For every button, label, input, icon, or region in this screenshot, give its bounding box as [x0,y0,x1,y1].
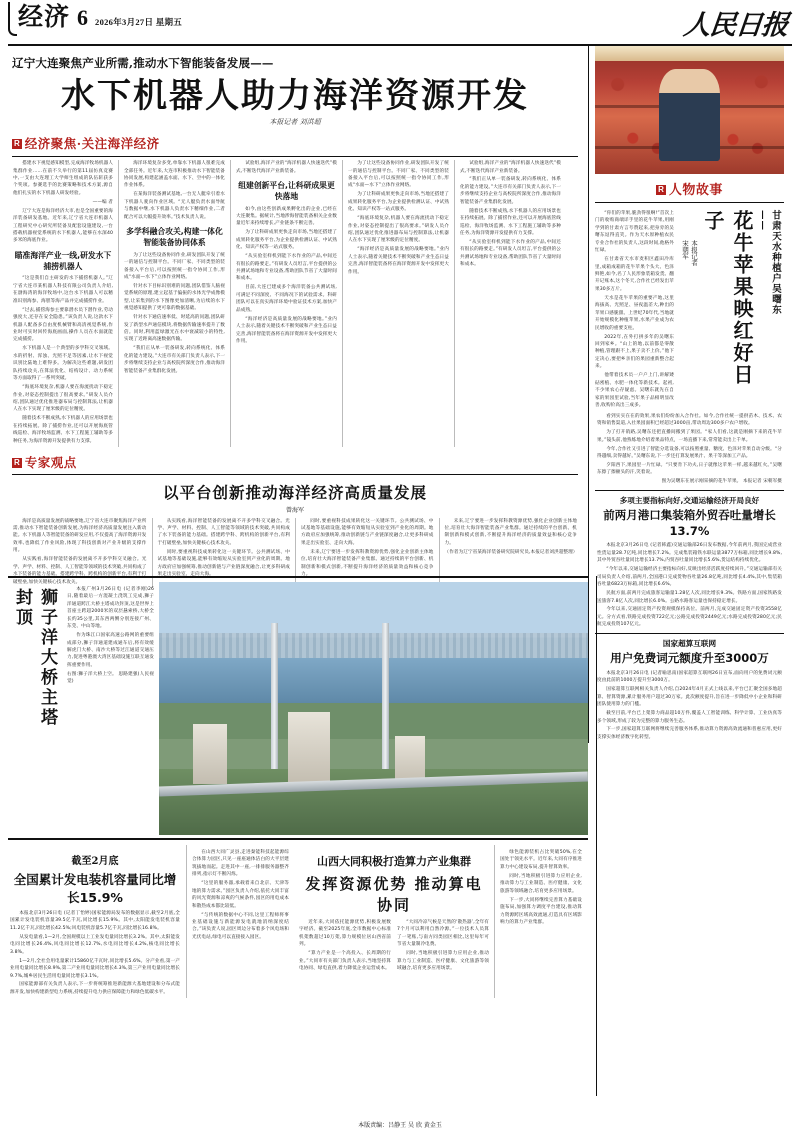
power-body [10,910,180,996]
paragraph: 海洋环境复杂多变,单靠水下机器人很难完成全部任务。近年来,大连市积极推动水下智能装备协同发展,构建起涵盖水面、水下、空中的一体化作业体系。 [124,161,225,189]
paragraph: 水下机器人是一个典型的多学科交叉领域。水的折射、浑浊、光照不足等因素,让水下视觉识别比陆地上难得多。为解决这些难题,研发团队持续攻关,在算法优化、结构设计、动力系统等方面取得了一系列突破。 [13,346,113,382]
paragraph: 同时,当地积极引进算力应用企业,推动算力与工业制造、医疗健康、文化旅游等领域融合,培育更多应用场景。 [500,873,582,894]
paragraph: “从实验室样机到能下水作业的产品,中间还有很长的路要走。”有研发人员坦言,平台提供的公共测试场地和专业设备,帮助团队节省了大量时间和成本。 [460,239,561,268]
lead-columns [8,160,582,447]
supercomputing-line2: 用户免费词元额度升至3000万 [610,651,769,666]
paragraph: 天水是花牛苹果的重要产地,这里海拔高、光照足、昼夜温差大,种出的苹果口感脆甜。上世纪70年代,当地就开始规模化种植苹果,水果产业成为农民增收的重要支柱。 [595,295,674,331]
paragraph: 搭建水下视觉感知模型,完成海洋牧场机器人集群作业……在前不久举行的第11届仿真竞赛中,一支由大连理工大学师生组成的队伍斩获多个奖项。参赛选手的比赛策略和技术方案,源自他们扎实的水下机器人研发经验。 [13,161,113,196]
photo-bridge-pylon [382,623,389,770]
bridge-block [8,576,588,840]
paragraph: 未来,辽宁要进一步发挥科教资源优势,强化企业创新主体地位,培育壮大海洋智能装备产业集群。通过持续的平台创新、机制创新和模式创新,不断提升海洋经济的质量效益和核心竞争力。 [444,518,577,546]
paragraph: 国家能源部有关负责人表示,下一步将统筹推进新能源大基地建设和分布式能源开发,加快构建新型电力系统,持续提升电力供应保障能力和绿色低碳水平。 [10,982,180,995]
paragraph: 夕阳西下,果园里一片忙碌。“只要肯下功夫,日子就像这苹果一样,越来越红火。”吴曙东擦了擦额头的汗,笑着说。 [597,463,782,476]
paragraph: 在甘肃省天水市麦积区鑫田冷库里,成箱成箱的花牛苹果个头大、色泽鲜艳,如今,名了人民形象装箱发货。翻开记账本,这个冬天,合作社已经发出苹果30多万斤。 [595,257,674,292]
lead-column-5 [454,160,566,447]
power-news [8,845,186,998]
lede-signature: ——编 者 [92,199,113,205]
lead-section-label: 经济聚焦·关注海洋经济 [24,136,160,152]
paragraph: “与传统的数据中心不同,这里工程师将事业基础设施与新能源发电就地消纳深度结合。”该负责人说,园区周边分布着多个风电场和光伏电站,绿电可以直接接入园区。 [192,912,289,940]
bridge-title-col [8,582,63,835]
lead-col1-body-2 [13,275,113,445]
paragraph: “海底环境复杂,机器人要在海流扰动下稳定作业,对姿态控制提出了很高要求。”研发人员介绍,团队通过优化推进器布局与控制算法,让机器人在水下实现了厘米级的定位精度。 [13,385,113,413]
paragraph: 针对水下通信速率低、时延高的问题,团队研发了新型水声通信模块,将数据传输速率提升了数倍。同时,利用蓝绿激光在水中衰减较小的特性,实现了近距离高速数据传输。 [124,315,225,343]
expert-credit: （作者为辽宁省某海洋装备研究院研究员,本报记者刘洪超整理） [444,549,578,555]
photo-water [159,658,588,704]
paragraph: 他带着技术员一户户上门,讲解矮砧密植、水肥一体化等新技术。起初,不少果农心存疑虑。吴曙东就先在自家的果园里试验,当年果子品相明显改善,收购价高出三成多。 [595,373,674,408]
paragraph: “从实验室样机到能下水作业的产品,中间还有很长的路要走。”有研发人员坦言,平台提供的公共测试场地和专业设备,帮助团队节省了大量时间和成本。 [236,254,337,282]
section-mark-icon: R [14,139,20,149]
shanxi-mid-body-a [299,919,391,973]
transport-body [595,542,784,628]
person-label-row [595,174,784,201]
paragraph: “海底环境复杂,机器人要在海流扰动下稳定作业,对姿态控制提出了很高要求。”研发人员介绍,团队通过优化推进器布局与控制算法,让机器人在水下实现了厘米级的定位精度。 [348,216,449,244]
person-photo-caption: 图为吴曙东在展示刚采摘的花牛苹果。 本报记者 宋朝军摄 [661,479,782,485]
paragraph: 本报北京3月26日电 (记者丁怡婷)国家能源局发布的数据显示,截至2月底,全国累计发电装机容量39.5亿千瓦,同比增长15.9%。其中,太阳能发电装机容量11.2亿千瓦,同比增长42.5%;风电装机容量5.7亿千瓦,同比增长16.8%。 [10,911,180,931]
paper-logo: 人民日报 [681,10,790,41]
paragraph: 民航方面,前两月完成旅客运输量1.28亿人次,同比增长9.3%。铁路方面,国家铁路发送旅客7.8亿人次,同比增长6.0%。公路水路客运量也保持稳定增长。 [597,591,782,604]
paragraph: “过去,捕捞海参主要靠潜水员下潜作业,劳动强度大,还存在安全隐患。”该负责人说,这款水下机器人配备多自由度机械臂和高清视觉系统,作业时可实时回传海底画面,操作人员在水面就能完成捕捞。 [13,307,113,343]
paragraph: 从发电量看,1—2月,全国规模以上工业发电量同比增长3.2%。其中,太阳能发电同比增长26.4%,风电同比增长12.7%,水电同比增长4.2%,核电同比增长3.8%。 [10,934,180,955]
paragraph: “我们正从单一装备研发,转向系统化、体系化的能力建设。”大连市有关部门负责人表示,下一步将继续支持企业与高校院所深度合作,推动海洋智能装备产业集群化发展。 [124,346,225,374]
rail-divider [596,576,597,1096]
person-vertical-title [595,206,784,411]
divider [8,576,588,578]
paragraph: “今年以来,交通运输经济主要指标向好,反映出经济活跃度持续回升。”交通运输部有关司局负责人介绍,前两月,全国港口完成货物吞吐量26.8亿吨,同比增长4.4%,其中,集装箱吞吐量6823万标箱,同比增长6.6%。 [597,567,782,588]
shanxi-right-col [494,845,586,998]
divider [12,156,578,157]
divider [12,474,578,475]
right-rail [588,46,784,743]
bridge-row [8,582,588,835]
paragraph: 今年以来,交通固定资产投资规模保持高位。前两月,完成交通固定资产投资3558亿元。分方式看,铁路完成投资722亿元;公路完成投资2449亿元;水路完成投资280亿元;民航完成投资107亿元。 [597,607,782,628]
expert-col4 [445,518,578,557]
paragraph: 近年来,大同依托能源优势,积极发展数字经济。截至2025年底,全市数据中心标准机架数超过10万架,算力规模位居山西省前列。 [299,920,391,948]
paragraph: 从实践看,海洋智能装备的发展离不开多学科交叉融合。光学、声学、材料、控制、人工智能等领域的技术突破,共同构成了水下装备的能力基础。搭建跨学科、跨机构的创新平台,有利于打破壁垒,加快关键核心技术攻关。 [157,518,290,546]
paragraph: 下一步,大同将继续完善算力基础设施布局,加强算力调度平台建设,推动算力资源跨区域高效流通,打造具有区域影响力的算力产业集群。 [500,897,582,925]
bridge-caption: 右图:狮子洋大桥上空。 思路建强(人民视觉) [67,671,154,685]
expert-author: 曾海军 [285,506,304,514]
section-mark-icon: R [658,185,664,194]
paragraph: 试验组,海洋产业的“海洋机器人快速迭代”模式,不断迭代海洋产业新装备。 [460,161,561,174]
shanxi-left-col [186,845,294,998]
paragraph: 截至目前,平台已上架算力商品超10万件,覆盖人工智能训练、科学计算、工业仿真等多个领域,形成了较为完整的算力服务生态。 [597,711,782,724]
paragraph: 目前,大连已建成多个海洋装备公共测试场,可满足不同深度、不同海况下的试验需求。科研团队可以在真实海洋环境中验证技术方案,加快产品成熟。 [236,285,337,313]
person-shoulder: 甘肃天水种植户吴曙东—— [757,210,781,315]
paragraph: 2022年,在外打拼多年的吴曙东回到家乡。“山上的地,以前都是零散种植,管理跟不上,果子卖不上价。”他下定决心,要把乡亲们的果园重新整合起来。 [595,334,674,370]
paragraph: 试验组,海洋产业的“海洋机器人快速迭代”模式,不断迭代海洋产业新装备。 [236,161,337,174]
lead-subhead-1: 瞄准海洋产业一线,研发水下捕捞机器人 [14,250,112,272]
paragraph: 为了让科研成果更快走向市场,当地还搭建了成果转化服务平台,为企业提供检测认证、中试熟化、知识产权等一站式服务。 [348,192,449,213]
power-shoulder: 截至2月底 [71,856,119,867]
supercomputing-body [595,670,784,741]
photo-person [659,69,719,161]
paragraph: 1—2月,全社会用电量累计15860亿千瓦时,同比增长5.6%。分产业看,第一产业用电量同比增长8.9%,第二产业用电量同比增长4.3%,第三产业用电量同比增长9.7%,城乡居民生活用电量同比增长3.1%。 [10,958,180,979]
paragraph: “这里的服务器,承载着来自北京、天津等地的算力需求。”园区负责人介绍,依托大同丰富的风光资源和凉爽的气候条件,园区的用电成本和散热成本都比较低。 [192,881,289,909]
paragraph: “算力产业是一个高投入、长周期的行业。”大同市有关部门负责人表示,当地坚持算电协同、绿电直供,着力降低企业运营成本。 [299,951,391,972]
section-mark-icon: R [14,457,20,467]
masthead [8,0,792,46]
lead-section-label-row [8,132,582,156]
paragraph: “这是我们自主研发的水下捕捞机器人。”辽宁省大连市某机器人科技有限公司负责人介绍,在渤海湾的海洋牧场中,这台水下机器人可以精准识别海参、海胆等海产品并完成捕捞作业。 [13,276,113,304]
paragraph: 国家超算互联网相关负责人介绍,自2024年4月正式上线以来,平台已汇聚全国多地超算、智算资源,累计服务用户超过30万家。此次额度提升,旨在进一步降低中小企业和科研团队使用算力的门槛。 [597,687,782,708]
paragraph: 本报北京3月26日电 (记者韩鑫)交通运输部26日发布数据,今年前两月,我国完成营业性货运量28.7亿吨,同比增长7.2%。完成集装箱铁水联运量3877万标箱,同比增长9.8%,其中外贸吞吐量同比增长13.7%,内贸吞吐量同比增长5.6%,货运结构持续优化。 [597,543,782,564]
divider [8,838,588,840]
shanxi-headline: 山西大同积极打造算力产业集群 [317,855,471,868]
section-name: 经济 [18,2,71,31]
paragraph: 为了让这些设备协同作业,研发团队开发了统一的通信与控制平台。不同厂家、不同类型的装备接入平台后,可以按照统一指令协同工作,形成“水面—水下”立体作业网络。 [124,252,225,280]
supercomputing-line1: 国家超算互联网 [662,638,717,648]
divider [595,202,784,203]
paragraph: 绿色能源装机占比突破50%,在全国处于领先水平。近年来,大同有序推进算力中心建设布局,提升智算效率。 [500,850,582,870]
shanxi-inner-col-1 [299,919,391,974]
expert-section-label: 专家观点 [24,454,77,470]
paragraph: 辽宁大连是海洋经济大市,也是全国重要的海洋装备研发基地。近年来,辽宁省大连市机器人工程研究中心研究所装备及配套设施建设,一台搭载机器视觉系统的水下机器人,能够在水深40多米的海底作业。 [13,208,113,244]
masthead-left [8,0,182,31]
person-section-label: 人物故事 [668,183,723,198]
lead-col2-body [124,252,225,376]
bracket-decoration [8,2,17,36]
paragraph: 同时,要重视科技成果转化这一关键环节。公共测试场、中试基地等基础设施,能够有效缩短从实验室到产业化的周期。地方政府应加强统筹,推动创新链与产业链深度融合,让更多科研成果走出实验室、走向大海。 [157,549,290,578]
expert-label-row [8,447,582,474]
paragraph: 从实践看,海洋智能装备的发展离不开多学科交叉融合。光学、声学、材料、控制、人工智能等领域的技术突破,共同构成了水下装备的能力基础。搭建跨学科、跨机构的创新平台,有利于打破壁垒,加快关键核心技术攻关。 [13,557,147,585]
expert-col2 [158,518,291,579]
paragraph: 针对水下目标识别难的问题,团队借鉴人脑视觉系统的原理,建立起基于偏振的水体光学成像模型,让采集到的水下图像更加清晰,为后续的水下视觉感知提供了更可靠的数据基础。 [124,283,225,312]
paragraph: 为了让这些设备协同作业,研发团队开发了统一的通信与控制平台。不同厂家、不同类型的装备接入平台后,可以按照统一指令协同工作,形成“水面—水下”立体作业网络。 [348,161,449,189]
lead-column-4 [342,160,454,447]
expert-title: 以平台创新推动海洋经济高质量发展 [162,483,427,502]
paragraph: 同时,要重视科技成果转化这一关键环节。公共测试场、中试基地等基础设施,能够有效缩短从实验室到产业化的周期。地方政府应加强统筹,推动创新链与产业链深度融合,让更多科研成果走出实验室、走向大海。 [301,518,434,546]
paragraph: 为了让科研成果更快走向市场,当地还搭建了成果转化服务平台,为企业提供检测认证、中试熟化、知识产权等一站式服务。 [236,230,337,251]
transport-headline: 前两月港口集装箱外贸吞吐量增长13.7% [603,508,776,538]
lead-column-1 [8,160,118,447]
shanxi-inner-col-2 [397,919,489,974]
paragraph: 本报广州3月26日电 (记者李刚)26日,随着最后一方混凝土浇筑工完成,狮子洋通道跨江大桥主塔成功封顶,这是世界上首座主跨超2000米的双层悬索桥,大桥全长约35公里,其东西两侧分别连接广州、东莞、中山等地。 [67,587,154,630]
bridge-photo [159,582,588,835]
paragraph: 下一步,国家超算互联网将继续完善服务体系,推动算力资源高效流通和普惠应用,更好支撑实体经济数字化转型。 [597,727,782,740]
publication-date: 2026年3月27日 星期五 [95,17,183,27]
lead-col5-body [460,160,561,269]
person-story-body-cont [595,411,784,486]
lead-col2-top [124,160,225,221]
lead-shoulder: 辽宁大连聚焦产业所需,推动水下智能装备发展—— [12,56,274,70]
paragraph: “海洋经济是高质量发展的战略要地。”业内人士表示,随着关键技术不断突破和产业生态日益完善,海洋智能装备将在海洋资源开发中发挥更大作用。 [236,316,337,344]
paragraph: 看到实实在在的效果,果农们纷纷加入合作社。如今,合作社统一提供苗木、技术、农资和销售渠道,入社果园面积已经超过3000亩,带动周边300多户农户增收。 [597,413,782,427]
photo-building [193,724,227,784]
lead-col4-body [348,160,449,276]
page-number: 6 [77,5,89,30]
bottom-columns [8,845,588,998]
paragraph: “海洋经济是高质量发展的战略要地。”业内人士表示,随着关键技术不断突破和产业生态日益完善,海洋智能装备将在海洋资源开发中发挥更大作用。 [348,247,449,275]
paragraph: 随着技术不断成熟,水下机器人的应用场景也在持续拓展。除了捕捞作业,还可以开展海底管线巡检、海洋牧场监测、水下工程施工辅助等多种任务,为海洋资源开发提供有力支撑。 [13,416,113,444]
lead-col1-body [13,208,113,245]
person-byline: 本报记者 宋朝军 [681,240,698,266]
page-footer: 本版责编：吕静王 吴 欣 黄金玉 [358,1122,442,1129]
shanxi-news [294,845,494,998]
bridge-body [67,586,154,686]
paragraph: 如今,由这些创新成果孵化出的企业,已经在大连聚集。据统计,当地涉海智能装备相关企业数量近年来持续增长,产业链条不断完善。 [236,206,337,227]
transport-shoulder: 多项主要指标向好,交通运输经济开局良好 [619,495,760,505]
paragraph: 同时,当地积极引进算力应用企业,推动算力与工业制造、医疗健康、文化旅游等领域融合,培育更多应用场景。 [397,951,489,972]
photo-building [288,712,330,784]
paragraph: 今年,合作社又引进了智能分选设备,可以按照重量、糖度、色泽对苹果自动分级。“分得越细,卖得越好。”吴曙东说,下一步还打算发展果汁、果干等深加工产品。 [597,446,782,460]
paragraph: “大同冷凉气候是天然的‘散热器’,全年有7个月可以利用自然冷源。”一位技术人员算了一笔账,与南方同类园区相比,这里每年可节省大量制冷电费。 [397,920,489,948]
lead-subhead-2: 多学科融合攻关,构建一体化智能装备协同体系 [126,227,223,248]
lead-column-2 [118,160,230,447]
lead-byline: 本报记者 刘洪超 [269,118,321,127]
power-headline: 全国累计发电装机容量同比增长15.9% [13,872,177,905]
apple-photo [595,46,784,174]
paragraph: “你们的苹果,脆劲得很啊!”首次上门的收购商端详手里的花牛苹果,用刚学到的甘肃方言夸赞起来,把身旁的吴曙东逗得直笑。作为天水原种植农民专业合作社的负责人,这段时间,他格外忙碌。 [595,211,674,254]
shanxi-mid-body-b [397,919,489,973]
paragraph: 海洋是高质量发展的战略要地,辽宁省大连市聚焦海洋产业所需,推动水下智能装备创新发展,为海洋经济高质量发展注入新动能。水下机器人等智能装备的研发应用,不仅提高了海洋资源开发效率,也降低了作业风险,体现了科技创新对产业升级的支撑作用。 [13,518,147,554]
paragraph: 在山西大同广灵县,走进秦能科技起能源综合体算力园区,只见一座座通体洁白的大平层建筑拔地而起。走进其中一座,一排排服务器整齐排列,指示灯不断闪烁。 [192,850,289,878]
shanxi-right-body [500,849,582,926]
shanxi-left-body [192,849,289,941]
lead-headline: 水下机器人助力海洋资源开发 [61,76,529,116]
paragraph: “我们正从单一装备研发,转向系统化、体系化的能力建设。”大连市有关部门负责人表示,下一步将继续支持企业与高校院所深度合作,推动海洋智能装备产业集群化发展。 [460,177,561,205]
photo-light-band [595,46,784,61]
lead-col3-body [236,206,337,346]
paragraph: 为了打开销路,吴曙东还把直播间搬到了果园。“家人们看,这就是刚摘下来的花牛苹果。”镜头前,他熟练地介绍着果品特点，一场直播下来,常常能卖出上千单。 [597,430,782,443]
paragraph: 随着技术不断成熟,水下机器人的应用场景也在持续拓展。除了捕捞作业,还可以开展海底管线巡检、海洋牧场监测、水下工程施工辅助等多种任务,为海洋资源开发提供有力支撑。 [460,208,561,237]
person-story-body [595,210,674,409]
bridge-headline: 狮子洋大桥主塔封顶 [12,588,57,728]
person-headline: 花牛苹果映红好日子 [701,210,754,386]
lead-lede [13,160,113,206]
shanxi-subhead: 发挥资源优势 推动算电协同 [305,875,483,914]
shanxi-inner-columns [299,919,489,974]
bridge-text-col [63,582,159,835]
paragraph: 在某海洋装备测试基地,一台无人艇牵引着水下机器人驶向作业区域。“无人艇负责水面导航与数据中继,水下机器人负责水下精细作业,二者配合可以大幅提升效率。”技术负责人说。 [124,192,225,220]
paragraph: 本报北京3月26日电 (记者喻思南)国家超算互联网26日宣布,面向用户的免费词元额度由此前的1000万提升至3000万。 [597,670,782,684]
lead-col3-top [236,160,337,175]
expert-col3 [301,518,434,579]
lead-column-3 [230,160,342,447]
photo-bridge-pylon [271,623,278,770]
bottom-row [8,845,588,998]
paragraph: 作为珠江口国家高速公路网的重要组成部分,狮子洋通道建成通车后,将有效缓解虎门大桥、南沙大桥等过江通道交通压力,促进粤港澳大湾区基础设施互联互通发挥重要作用。 [67,633,154,668]
lead-subhead-3: 组建创新平台,让科研成果更快落地 [238,180,335,202]
paragraph: 未来,辽宁要进一步发挥科教资源优势,强化企业创新主体地位,培育壮大海洋智能装备产业集群。通过持续的平台创新、机制创新和模式创新,不断提升海洋经济的质量效益和核心竞争力。 [301,549,434,578]
